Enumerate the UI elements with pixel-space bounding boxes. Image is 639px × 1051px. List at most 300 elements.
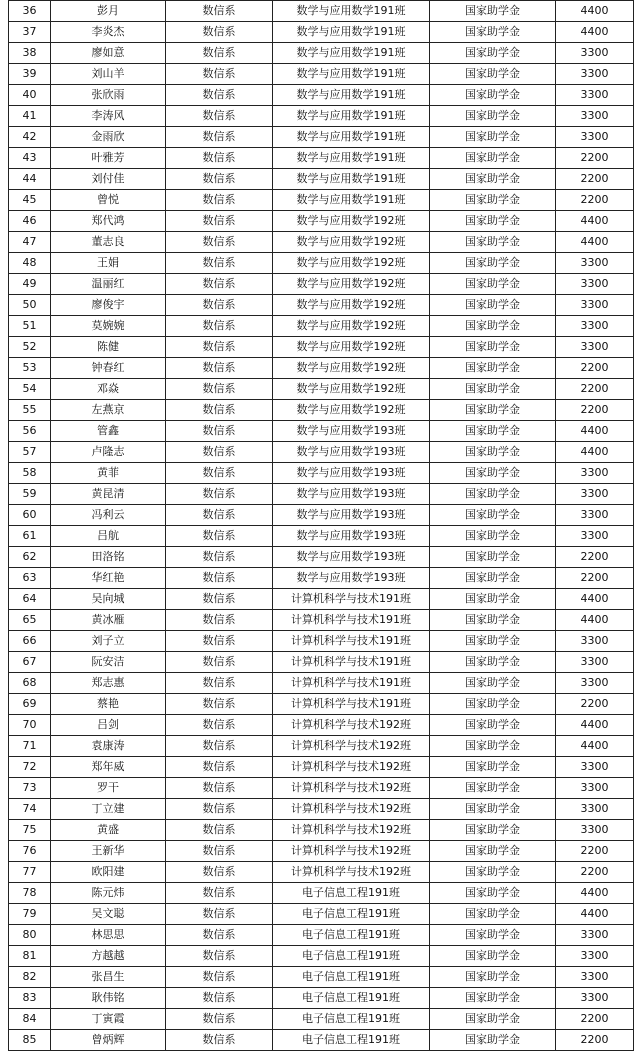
- class-cell: 数学与应用数学192班: [273, 316, 430, 337]
- row-number-cell: 56: [9, 421, 51, 442]
- name-cell: 冯利云: [51, 505, 166, 526]
- grant-type-cell: 国家助学金: [430, 589, 556, 610]
- class-cell: 电子信息工程191班: [273, 1030, 430, 1051]
- row-number-cell: 66: [9, 631, 51, 652]
- grant-type-cell: 国家助学金: [430, 148, 556, 169]
- grant-type-cell: 国家助学金: [430, 274, 556, 295]
- table-row: [9, 568, 634, 589]
- row-number-cell: 84: [9, 1009, 51, 1030]
- table-row: [9, 1, 634, 22]
- grant-type-cell: 国家助学金: [430, 358, 556, 379]
- amount-cell: 4400: [556, 589, 634, 610]
- table-row: [9, 988, 634, 1009]
- department-cell: 数信系: [166, 1030, 273, 1051]
- class-cell: 电子信息工程191班: [273, 946, 430, 967]
- name-cell: 吕航: [51, 526, 166, 547]
- amount-cell: 4400: [556, 22, 634, 43]
- row-number-cell: 68: [9, 673, 51, 694]
- table-row: [9, 946, 634, 967]
- class-cell: 数学与应用数学191班: [273, 85, 430, 106]
- name-cell: 廖如意: [51, 43, 166, 64]
- class-cell: 数学与应用数学192班: [273, 274, 430, 295]
- class-cell: 计算机科学与技术192班: [273, 757, 430, 778]
- class-cell: 数学与应用数学192班: [273, 358, 430, 379]
- table-row: [9, 631, 634, 652]
- department-cell: 数信系: [166, 337, 273, 358]
- row-number-cell: 64: [9, 589, 51, 610]
- table-row: [9, 169, 634, 190]
- amount-cell: 3300: [556, 820, 634, 841]
- class-cell: 数学与应用数学192班: [273, 211, 430, 232]
- amount-cell: 2200: [556, 547, 634, 568]
- class-cell: 数学与应用数学193班: [273, 505, 430, 526]
- class-cell: 电子信息工程191班: [273, 904, 430, 925]
- amount-cell: 2200: [556, 694, 634, 715]
- department-cell: 数信系: [166, 148, 273, 169]
- grant-type-cell: 国家助学金: [430, 421, 556, 442]
- class-cell: 电子信息工程191班: [273, 1009, 430, 1030]
- class-cell: 数学与应用数学192班: [273, 295, 430, 316]
- name-cell: 莫婉婉: [51, 316, 166, 337]
- class-cell: 数学与应用数学191班: [273, 1, 430, 22]
- grant-type-cell: 国家助学金: [430, 106, 556, 127]
- row-number-cell: 58: [9, 463, 51, 484]
- department-cell: 数信系: [166, 106, 273, 127]
- grant-type-cell: 国家助学金: [430, 43, 556, 64]
- amount-cell: 4400: [556, 715, 634, 736]
- amount-cell: 3300: [556, 253, 634, 274]
- amount-cell: 3300: [556, 652, 634, 673]
- name-cell: 王新华: [51, 841, 166, 862]
- name-cell: 金雨欣: [51, 127, 166, 148]
- department-cell: 数信系: [166, 925, 273, 946]
- row-number-cell: 50: [9, 295, 51, 316]
- grant-type-cell: 国家助学金: [430, 778, 556, 799]
- name-cell: 李炎杰: [51, 22, 166, 43]
- amount-cell: 4400: [556, 883, 634, 904]
- name-cell: 蔡艳: [51, 694, 166, 715]
- class-cell: 计算机科学与技术191班: [273, 652, 430, 673]
- row-number-cell: 63: [9, 568, 51, 589]
- table-row: [9, 400, 634, 421]
- row-number-cell: 43: [9, 148, 51, 169]
- table-row: [9, 43, 634, 64]
- table-row: [9, 85, 634, 106]
- table-row: [9, 589, 634, 610]
- table-row: [9, 736, 634, 757]
- class-cell: 计算机科学与技术191班: [273, 589, 430, 610]
- department-cell: 数信系: [166, 463, 273, 484]
- amount-cell: 4400: [556, 610, 634, 631]
- department-cell: 数信系: [166, 736, 273, 757]
- department-cell: 数信系: [166, 358, 273, 379]
- table-row: [9, 211, 634, 232]
- row-number-cell: 71: [9, 736, 51, 757]
- name-cell: 郑代鸿: [51, 211, 166, 232]
- amount-cell: 3300: [556, 127, 634, 148]
- table-row: [9, 22, 634, 43]
- table-row: [9, 526, 634, 547]
- grant-table: [8, 0, 634, 1051]
- grant-type-cell: 国家助学金: [430, 1, 556, 22]
- row-number-cell: 45: [9, 190, 51, 211]
- class-cell: 计算机科学与技术191班: [273, 694, 430, 715]
- amount-cell: 2200: [556, 358, 634, 379]
- grant-type-cell: 国家助学金: [430, 85, 556, 106]
- table-row: [9, 106, 634, 127]
- class-cell: 数学与应用数学191班: [273, 148, 430, 169]
- amount-cell: 4400: [556, 442, 634, 463]
- class-cell: 数学与应用数学193班: [273, 463, 430, 484]
- class-cell: 数学与应用数学191班: [273, 127, 430, 148]
- department-cell: 数信系: [166, 505, 273, 526]
- row-number-cell: 76: [9, 841, 51, 862]
- name-cell: 黄菲: [51, 463, 166, 484]
- row-number-cell: 52: [9, 337, 51, 358]
- class-cell: 电子信息工程191班: [273, 883, 430, 904]
- grant-type-cell: 国家助学金: [430, 190, 556, 211]
- row-number-cell: 70: [9, 715, 51, 736]
- row-number-cell: 36: [9, 1, 51, 22]
- grant-type-cell: 国家助学金: [430, 400, 556, 421]
- row-number-cell: 67: [9, 652, 51, 673]
- grant-type-cell: 国家助学金: [430, 568, 556, 589]
- name-cell: 陈元炜: [51, 883, 166, 904]
- name-cell: 曾炳辉: [51, 1030, 166, 1051]
- amount-cell: 2200: [556, 841, 634, 862]
- class-cell: 数学与应用数学191班: [273, 22, 430, 43]
- table-row: [9, 295, 634, 316]
- table-row: [9, 505, 634, 526]
- department-cell: 数信系: [166, 127, 273, 148]
- department-cell: 数信系: [166, 799, 273, 820]
- name-cell: 郑志惠: [51, 673, 166, 694]
- name-cell: 阮安洁: [51, 652, 166, 673]
- class-cell: 计算机科学与技术192班: [273, 841, 430, 862]
- department-cell: 数信系: [166, 1009, 273, 1030]
- class-cell: 数学与应用数学193班: [273, 484, 430, 505]
- amount-cell: 3300: [556, 484, 634, 505]
- class-cell: 数学与应用数学192班: [273, 400, 430, 421]
- amount-cell: 3300: [556, 106, 634, 127]
- class-cell: 计算机科学与技术192班: [273, 820, 430, 841]
- row-number-cell: 39: [9, 64, 51, 85]
- name-cell: 林思思: [51, 925, 166, 946]
- name-cell: 袁康涛: [51, 736, 166, 757]
- grant-type-cell: 国家助学金: [430, 1009, 556, 1030]
- name-cell: 刘子立: [51, 631, 166, 652]
- amount-cell: 3300: [556, 925, 634, 946]
- grant-type-cell: 国家助学金: [430, 484, 556, 505]
- table-row: [9, 232, 634, 253]
- table-row: [9, 1009, 634, 1030]
- amount-cell: 3300: [556, 757, 634, 778]
- row-number-cell: 78: [9, 883, 51, 904]
- amount-cell: 3300: [556, 988, 634, 1009]
- amount-cell: 3300: [556, 64, 634, 85]
- grant-type-cell: 国家助学金: [430, 463, 556, 484]
- table-row: [9, 358, 634, 379]
- name-cell: 华红艳: [51, 568, 166, 589]
- table-row: [9, 715, 634, 736]
- table-row: [9, 148, 634, 169]
- row-number-cell: 60: [9, 505, 51, 526]
- class-cell: 数学与应用数学192班: [273, 337, 430, 358]
- name-cell: 曾悦: [51, 190, 166, 211]
- class-cell: 数学与应用数学193班: [273, 526, 430, 547]
- amount-cell: 3300: [556, 295, 634, 316]
- table-row: [9, 883, 634, 904]
- amount-cell: 2200: [556, 568, 634, 589]
- name-cell: 叶雅芳: [51, 148, 166, 169]
- amount-cell: 3300: [556, 631, 634, 652]
- table-row: [9, 967, 634, 988]
- grant-type-cell: 国家助学金: [430, 757, 556, 778]
- name-cell: 刘付佳: [51, 169, 166, 190]
- grant-type-cell: 国家助学金: [430, 379, 556, 400]
- grant-type-cell: 国家助学金: [430, 862, 556, 883]
- class-cell: 计算机科学与技术191班: [273, 610, 430, 631]
- class-cell: 数学与应用数学193班: [273, 547, 430, 568]
- grant-type-cell: 国家助学金: [430, 904, 556, 925]
- grant-type-cell: 国家助学金: [430, 1030, 556, 1051]
- grant-type-cell: 国家助学金: [430, 316, 556, 337]
- amount-cell: 2200: [556, 400, 634, 421]
- row-number-cell: 75: [9, 820, 51, 841]
- table-row: [9, 778, 634, 799]
- table-row: [9, 799, 634, 820]
- row-number-cell: 81: [9, 946, 51, 967]
- name-cell: 温丽红: [51, 274, 166, 295]
- table-row: [9, 421, 634, 442]
- grant-type-cell: 国家助学金: [430, 631, 556, 652]
- row-number-cell: 48: [9, 253, 51, 274]
- department-cell: 数信系: [166, 43, 273, 64]
- grant-type-cell: 国家助学金: [430, 253, 556, 274]
- class-cell: 计算机科学与技术191班: [273, 631, 430, 652]
- grant-type-cell: 国家助学金: [430, 883, 556, 904]
- grant-type-cell: 国家助学金: [430, 820, 556, 841]
- name-cell: 钟春红: [51, 358, 166, 379]
- name-cell: 董志良: [51, 232, 166, 253]
- class-cell: 数学与应用数学193班: [273, 568, 430, 589]
- row-number-cell: 59: [9, 484, 51, 505]
- department-cell: 数信系: [166, 169, 273, 190]
- row-number-cell: 85: [9, 1030, 51, 1051]
- row-number-cell: 57: [9, 442, 51, 463]
- department-cell: 数信系: [166, 946, 273, 967]
- name-cell: 丁寅霞: [51, 1009, 166, 1030]
- row-number-cell: 44: [9, 169, 51, 190]
- row-number-cell: 38: [9, 43, 51, 64]
- table-row: [9, 1030, 634, 1051]
- department-cell: 数信系: [166, 232, 273, 253]
- table-row: [9, 484, 634, 505]
- department-cell: 数信系: [166, 568, 273, 589]
- document-sheet: [8, 0, 633, 1051]
- table-row: [9, 316, 634, 337]
- class-cell: 计算机科学与技术192班: [273, 736, 430, 757]
- name-cell: 田洛铭: [51, 547, 166, 568]
- name-cell: 邓焱: [51, 379, 166, 400]
- department-cell: 数信系: [166, 85, 273, 106]
- department-cell: 数信系: [166, 589, 273, 610]
- amount-cell: 3300: [556, 337, 634, 358]
- department-cell: 数信系: [166, 421, 273, 442]
- grant-type-cell: 国家助学金: [430, 799, 556, 820]
- amount-cell: 3300: [556, 505, 634, 526]
- name-cell: 李涛风: [51, 106, 166, 127]
- table-row: [9, 904, 634, 925]
- department-cell: 数信系: [166, 1, 273, 22]
- name-cell: 黄昆清: [51, 484, 166, 505]
- grant-type-cell: 国家助学金: [430, 715, 556, 736]
- table-row: [9, 64, 634, 85]
- row-number-cell: 37: [9, 22, 51, 43]
- amount-cell: 2200: [556, 148, 634, 169]
- amount-cell: 3300: [556, 967, 634, 988]
- department-cell: 数信系: [166, 484, 273, 505]
- table-row: [9, 463, 634, 484]
- grant-type-cell: 国家助学金: [430, 442, 556, 463]
- grant-type-cell: 国家助学金: [430, 127, 556, 148]
- name-cell: 吴文聪: [51, 904, 166, 925]
- name-cell: 黄盛: [51, 820, 166, 841]
- row-number-cell: 82: [9, 967, 51, 988]
- amount-cell: 2200: [556, 1030, 634, 1051]
- amount-cell: 3300: [556, 799, 634, 820]
- department-cell: 数信系: [166, 316, 273, 337]
- name-cell: 吕剑: [51, 715, 166, 736]
- row-number-cell: 40: [9, 85, 51, 106]
- grant-type-cell: 国家助学金: [430, 211, 556, 232]
- department-cell: 数信系: [166, 673, 273, 694]
- amount-cell: 4400: [556, 421, 634, 442]
- table-row: [9, 379, 634, 400]
- department-cell: 数信系: [166, 988, 273, 1009]
- amount-cell: 4400: [556, 211, 634, 232]
- class-cell: 数学与应用数学192班: [273, 232, 430, 253]
- row-number-cell: 79: [9, 904, 51, 925]
- grant-type-cell: 国家助学金: [430, 673, 556, 694]
- name-cell: 丁立建: [51, 799, 166, 820]
- amount-cell: 3300: [556, 316, 634, 337]
- row-number-cell: 53: [9, 358, 51, 379]
- name-cell: 吴向城: [51, 589, 166, 610]
- amount-cell: 4400: [556, 232, 634, 253]
- row-number-cell: 62: [9, 547, 51, 568]
- row-number-cell: 74: [9, 799, 51, 820]
- row-number-cell: 61: [9, 526, 51, 547]
- name-cell: 张欣雨: [51, 85, 166, 106]
- name-cell: 罗干: [51, 778, 166, 799]
- amount-cell: 3300: [556, 526, 634, 547]
- class-cell: 电子信息工程191班: [273, 967, 430, 988]
- department-cell: 数信系: [166, 400, 273, 421]
- department-cell: 数信系: [166, 211, 273, 232]
- row-number-cell: 41: [9, 106, 51, 127]
- table-row: [9, 274, 634, 295]
- department-cell: 数信系: [166, 631, 273, 652]
- amount-cell: 3300: [556, 274, 634, 295]
- class-cell: 数学与应用数学193班: [273, 442, 430, 463]
- name-cell: 管鑫: [51, 421, 166, 442]
- table-row: [9, 694, 634, 715]
- name-cell: 陈健: [51, 337, 166, 358]
- class-cell: 数学与应用数学192班: [273, 379, 430, 400]
- row-number-cell: 83: [9, 988, 51, 1009]
- department-cell: 数信系: [166, 883, 273, 904]
- amount-cell: 2200: [556, 169, 634, 190]
- department-cell: 数信系: [166, 610, 273, 631]
- grant-type-cell: 国家助学金: [430, 925, 556, 946]
- row-number-cell: 42: [9, 127, 51, 148]
- grant-type-cell: 国家助学金: [430, 988, 556, 1009]
- table-row: [9, 127, 634, 148]
- grant-type-cell: 国家助学金: [430, 526, 556, 547]
- amount-cell: 2200: [556, 862, 634, 883]
- row-number-cell: 54: [9, 379, 51, 400]
- class-cell: 数学与应用数学191班: [273, 169, 430, 190]
- grant-type-cell: 国家助学金: [430, 169, 556, 190]
- name-cell: 刘山羊: [51, 64, 166, 85]
- table-row: [9, 673, 634, 694]
- grant-type-cell: 国家助学金: [430, 610, 556, 631]
- grant-type-cell: 国家助学金: [430, 946, 556, 967]
- department-cell: 数信系: [166, 694, 273, 715]
- table-row: [9, 652, 634, 673]
- class-cell: 数学与应用数学191班: [273, 106, 430, 127]
- grant-type-cell: 国家助学金: [430, 547, 556, 568]
- class-cell: 数学与应用数学191班: [273, 190, 430, 211]
- amount-cell: 2200: [556, 379, 634, 400]
- name-cell: 耿伟铭: [51, 988, 166, 1009]
- row-number-cell: 55: [9, 400, 51, 421]
- amount-cell: 4400: [556, 1, 634, 22]
- row-number-cell: 72: [9, 757, 51, 778]
- grant-type-cell: 国家助学金: [430, 967, 556, 988]
- name-cell: 彭月: [51, 1, 166, 22]
- class-cell: 计算机科学与技术192班: [273, 862, 430, 883]
- name-cell: 郑年威: [51, 757, 166, 778]
- amount-cell: 2200: [556, 190, 634, 211]
- department-cell: 数信系: [166, 442, 273, 463]
- row-number-cell: 49: [9, 274, 51, 295]
- department-cell: 数信系: [166, 715, 273, 736]
- amount-cell: 4400: [556, 736, 634, 757]
- name-cell: 廖俊宇: [51, 295, 166, 316]
- row-number-cell: 65: [9, 610, 51, 631]
- grant-type-cell: 国家助学金: [430, 22, 556, 43]
- row-number-cell: 77: [9, 862, 51, 883]
- row-number-cell: 73: [9, 778, 51, 799]
- amount-cell: 3300: [556, 946, 634, 967]
- name-cell: 方越越: [51, 946, 166, 967]
- table-row: [9, 862, 634, 883]
- grant-type-cell: 国家助学金: [430, 295, 556, 316]
- row-number-cell: 51: [9, 316, 51, 337]
- department-cell: 数信系: [166, 904, 273, 925]
- table-row: [9, 757, 634, 778]
- amount-cell: 3300: [556, 673, 634, 694]
- grant-type-cell: 国家助学金: [430, 64, 556, 85]
- grant-type-cell: 国家助学金: [430, 736, 556, 757]
- department-cell: 数信系: [166, 526, 273, 547]
- name-cell: 王娟: [51, 253, 166, 274]
- amount-cell: 3300: [556, 778, 634, 799]
- name-cell: 黄冰雁: [51, 610, 166, 631]
- grant-type-cell: 国家助学金: [430, 694, 556, 715]
